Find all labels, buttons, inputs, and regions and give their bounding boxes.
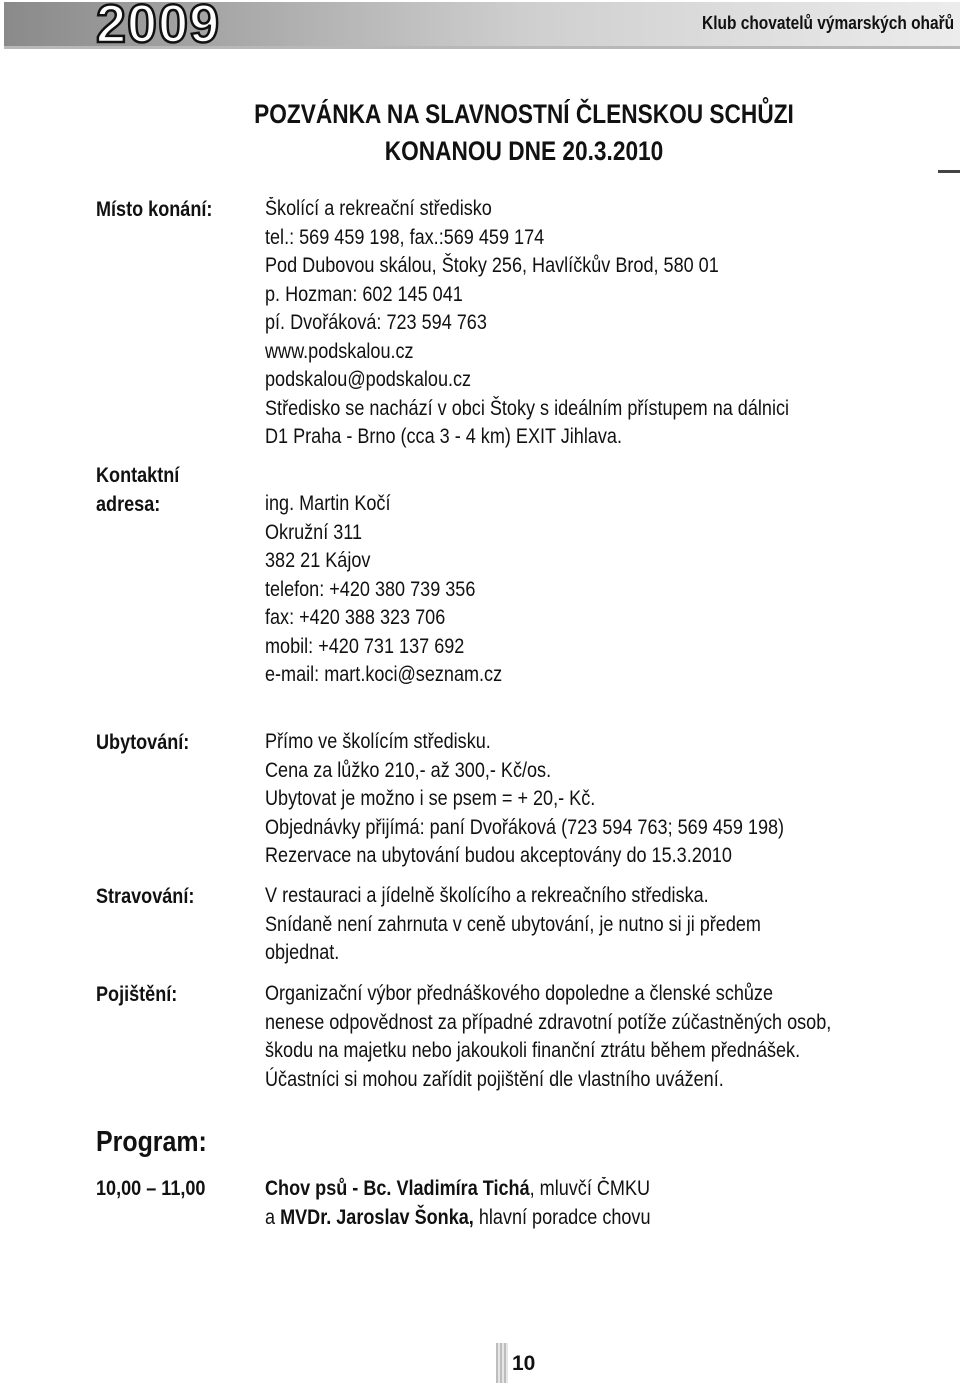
program-speaker-1: Chov psů - Bc. Vladimíra Tichá xyxy=(265,1177,530,1200)
venue-line: Pod Dubovou skálou, Štoky 256, Havlíčkův Brod, 580 01 xyxy=(265,254,719,277)
program-speaker-2: MVDr. Jaroslav Šonka, xyxy=(280,1206,474,1229)
meals-line: V restauraci a jídelně školícího a rekreačního střediska. xyxy=(265,884,709,907)
contact-line: ing. Martin Kočí xyxy=(265,492,391,515)
contact-line: telefon: +420 380 739 356 xyxy=(265,577,476,601)
program-role-2: hlavní poradce chovu xyxy=(473,1206,651,1229)
venue-label: Místo konání: xyxy=(96,198,213,221)
venue-line: podskalou@podskalou.cz xyxy=(265,368,472,391)
program-time: 10,00 – 11,00 xyxy=(96,1177,206,1200)
title-line-1: POZVÁNKA NA SLAVNOSTNÍ ČLENSKOU SCHŮZI xyxy=(254,99,794,129)
venue-line: D1 Praha - Brno (cca 3 - 4 km) EXIT Jihlava. xyxy=(265,425,622,448)
title-line-2: KONANOU DNE 20.3.2010 xyxy=(384,136,664,166)
venue-line: Školící a rekreační středisko xyxy=(265,197,492,220)
accommodation-line: Cena za lůžko 210,- až 300,- Kč/os. xyxy=(265,758,552,782)
meals-line: Snídaně není zahrnuta v ceně ubytování, je nutno si ji předem xyxy=(265,912,761,936)
program-heading: Program: xyxy=(96,1126,207,1158)
insurance-line: Organizační výbor přednáškového dopoledne a členské schůze xyxy=(265,982,774,1005)
accommodation-details xyxy=(265,728,784,871)
insurance-line: Účastníci si mohou zařídit pojištění dle vlastního uvážení. xyxy=(265,1067,724,1091)
program-line-2 xyxy=(265,1203,651,1232)
meals-line: objednat. xyxy=(265,941,340,964)
page-header xyxy=(0,0,960,54)
contact-details xyxy=(265,490,502,690)
venue-line: p. Hozman: 602 145 041 xyxy=(265,282,463,306)
margin-mark xyxy=(938,170,960,173)
venue-line: pí. Dvořáková: 723 594 763 xyxy=(265,311,487,334)
venue-line: tel.: 569 459 198, fax.:569 459 174 xyxy=(265,225,545,249)
venue-line: www.podskalou.cz xyxy=(265,339,414,363)
insurance-label: Pojištění: xyxy=(96,983,178,1006)
page-number-shade xyxy=(496,1343,508,1383)
club-name: Klub chovatelů výmarských ohařů xyxy=(701,13,954,33)
contact-line: fax: +420 388 323 706 xyxy=(265,606,446,629)
year-badge: 2009 xyxy=(96,0,221,54)
contact-label-line-2: adresa: xyxy=(96,493,161,516)
program-line-1 xyxy=(265,1174,651,1203)
insurance-details xyxy=(265,980,831,1094)
program-role-1: , mluvčí ČMKU xyxy=(529,1177,651,1200)
insurance-line: škodu na majetku nebo jakoukoli finanční ztrátu během přednášek. xyxy=(265,1039,801,1062)
page-number: 10 xyxy=(512,1352,536,1375)
insurance-line: nenese odpovědnost za případné zdravotní potíže zúčastněných osob, xyxy=(265,1010,832,1034)
contact-label-line-1: Kontaktní xyxy=(96,464,180,487)
program-item xyxy=(265,1174,651,1232)
accommodation-line: Rezervace na ubytování budou akceptovány do 15.3.2010 xyxy=(265,844,732,867)
program-conjunction: a xyxy=(265,1206,281,1229)
contact-line: 382 21 Kájov xyxy=(265,549,371,572)
contact-line: Okružní 311 xyxy=(265,520,363,544)
contact-line: mobil: +420 731 137 692 xyxy=(265,634,465,658)
venue-line: Středisko se nachází v obci Štoky s ideálním přístupem na dálnici xyxy=(265,396,790,420)
accommodation-line: Objednávky přijímá: paní Dvořáková (723 594 763; 569 459 198) xyxy=(265,815,785,839)
meals-label: Stravování: xyxy=(96,885,195,908)
accommodation-label: Ubytování: xyxy=(96,731,190,754)
document-title xyxy=(0,96,960,170)
contact-line: e-mail: mart.koci@seznam.cz xyxy=(265,663,503,686)
meals-details xyxy=(265,882,761,968)
accommodation-line: Ubytovat je možno i se psem = + 20,- Kč. xyxy=(265,787,596,810)
page-number-box xyxy=(496,1343,546,1383)
venue-details xyxy=(265,195,789,452)
accommodation-line: Přímo ve školícím středisku. xyxy=(265,730,491,753)
